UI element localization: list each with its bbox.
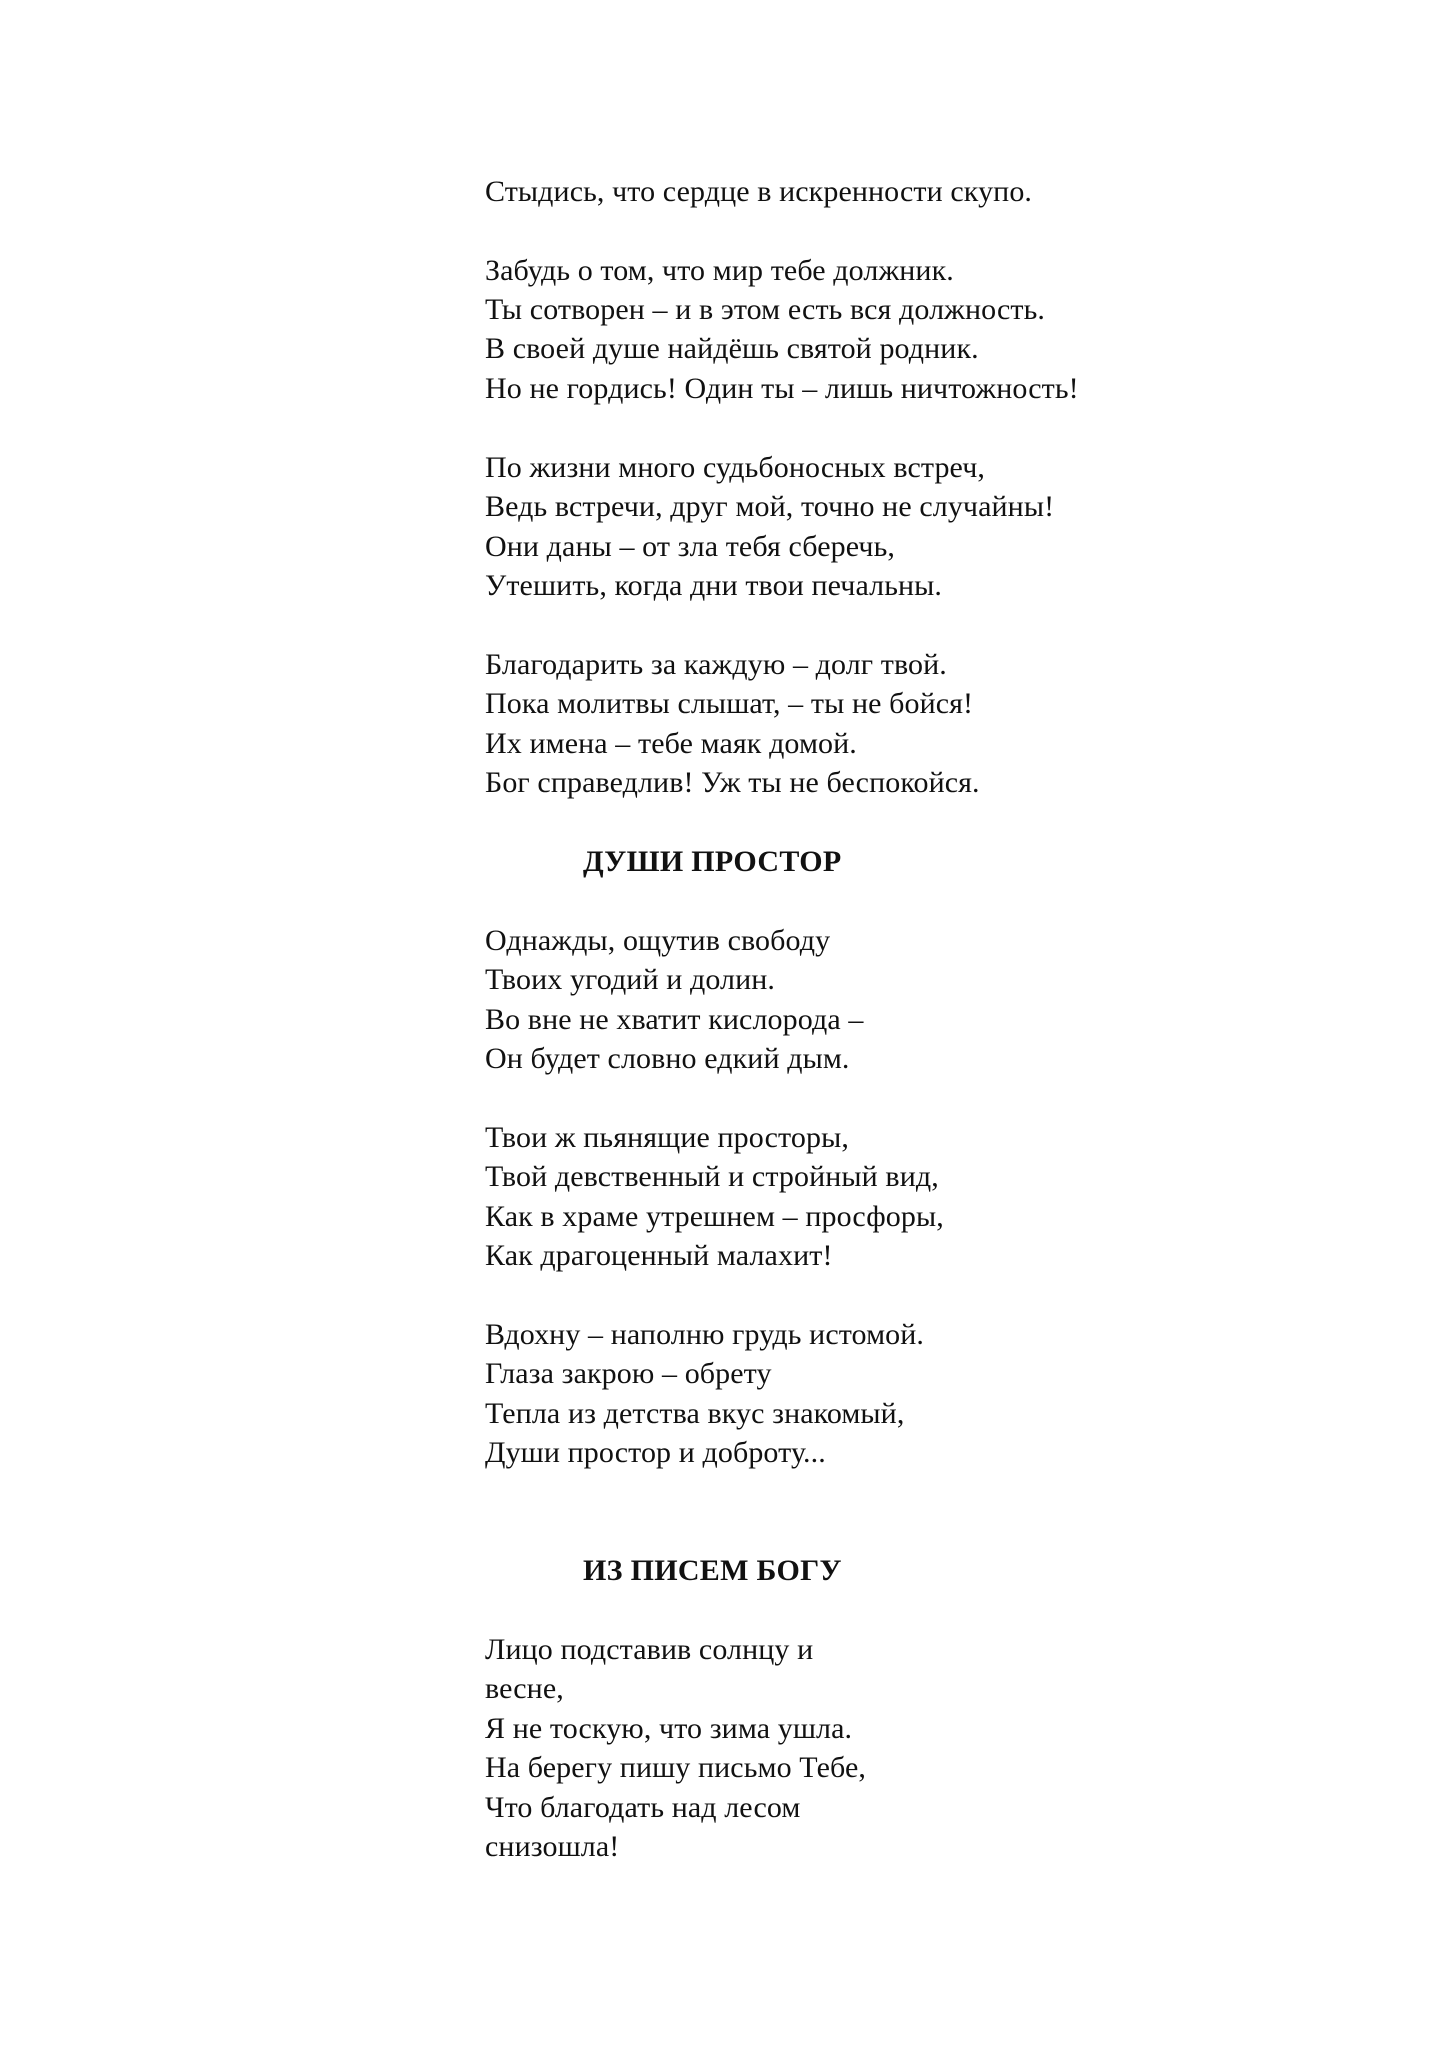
poem-line: Вдохну – наполню грудь истомой. — [485, 1318, 925, 1351]
poem-title: ИЗ ПИСЕМ БОГУ — [583, 1554, 842, 1587]
poem-title: ДУШИ ПРОСТОР — [583, 845, 842, 878]
poem-line: Он будет словно едкий дым. — [485, 1042, 850, 1075]
poem-line: Забудь о том, что мир тебе должник. — [485, 254, 954, 287]
poem-line: Однажды, ощутив свободу — [485, 924, 831, 957]
poem-line: Благодарить за каждую – долг твой. — [485, 648, 947, 681]
poem-line: Твой девственный и стройный вид, — [485, 1160, 939, 1193]
poem-line: Как драгоценный малахит! — [485, 1239, 833, 1272]
poem-line: снизошла! — [485, 1830, 620, 1863]
poem-line: По жизни много судьбоносных встреч, — [485, 451, 986, 484]
poem-line: В своей душе найдёшь святой родник. — [485, 332, 979, 365]
poem-line: Что благодать над лесом — [485, 1791, 801, 1824]
poem-line: Ведь встречи, друг мой, точно не случайны! — [485, 490, 1055, 523]
poem-line: Во вне не хватит кислорода – — [485, 1003, 864, 1036]
poem-line: Утешить, когда дни твои печальны. — [485, 569, 943, 602]
poem-line: Лицо подставив солнцу и — [485, 1633, 814, 1666]
poem-line: Их имена – тебе маяк домой. — [485, 727, 857, 760]
poem-line: Ты сотворен – и в этом есть вся должность. — [485, 293, 1046, 326]
poem-line: Но не гордись! Один ты – лишь ничтожность! — [485, 372, 1079, 405]
poem-line: весне, — [485, 1672, 564, 1705]
poem-line: Пока молитвы слышат, – ты не бойся! — [485, 687, 974, 720]
poem-line: Тепла из детства вкус знакомый, — [485, 1397, 905, 1430]
poem-line: Как в храме утрешнем – просфоры, — [485, 1200, 944, 1233]
poem-line: Они даны – от зла тебя сберечь, — [485, 530, 895, 563]
poem-line: Я не тоскую, что зима ушла. — [485, 1712, 853, 1745]
poem-line: Глаза закрою – обрету — [485, 1357, 772, 1390]
poem-line: На берегу пишу письмо Тебе, — [485, 1751, 866, 1784]
poem-line: Твои ж пьянящие просторы, — [485, 1121, 849, 1154]
poem-line: Стыдись, что сердце в искренности скупо. — [485, 175, 1033, 208]
poem-line: Бог справедлив! Уж ты не беспокойся. — [485, 766, 980, 799]
poem-line: Твоих угодий и долин. — [485, 963, 776, 996]
poem-line: Души простор и доброту... — [485, 1436, 826, 1469]
